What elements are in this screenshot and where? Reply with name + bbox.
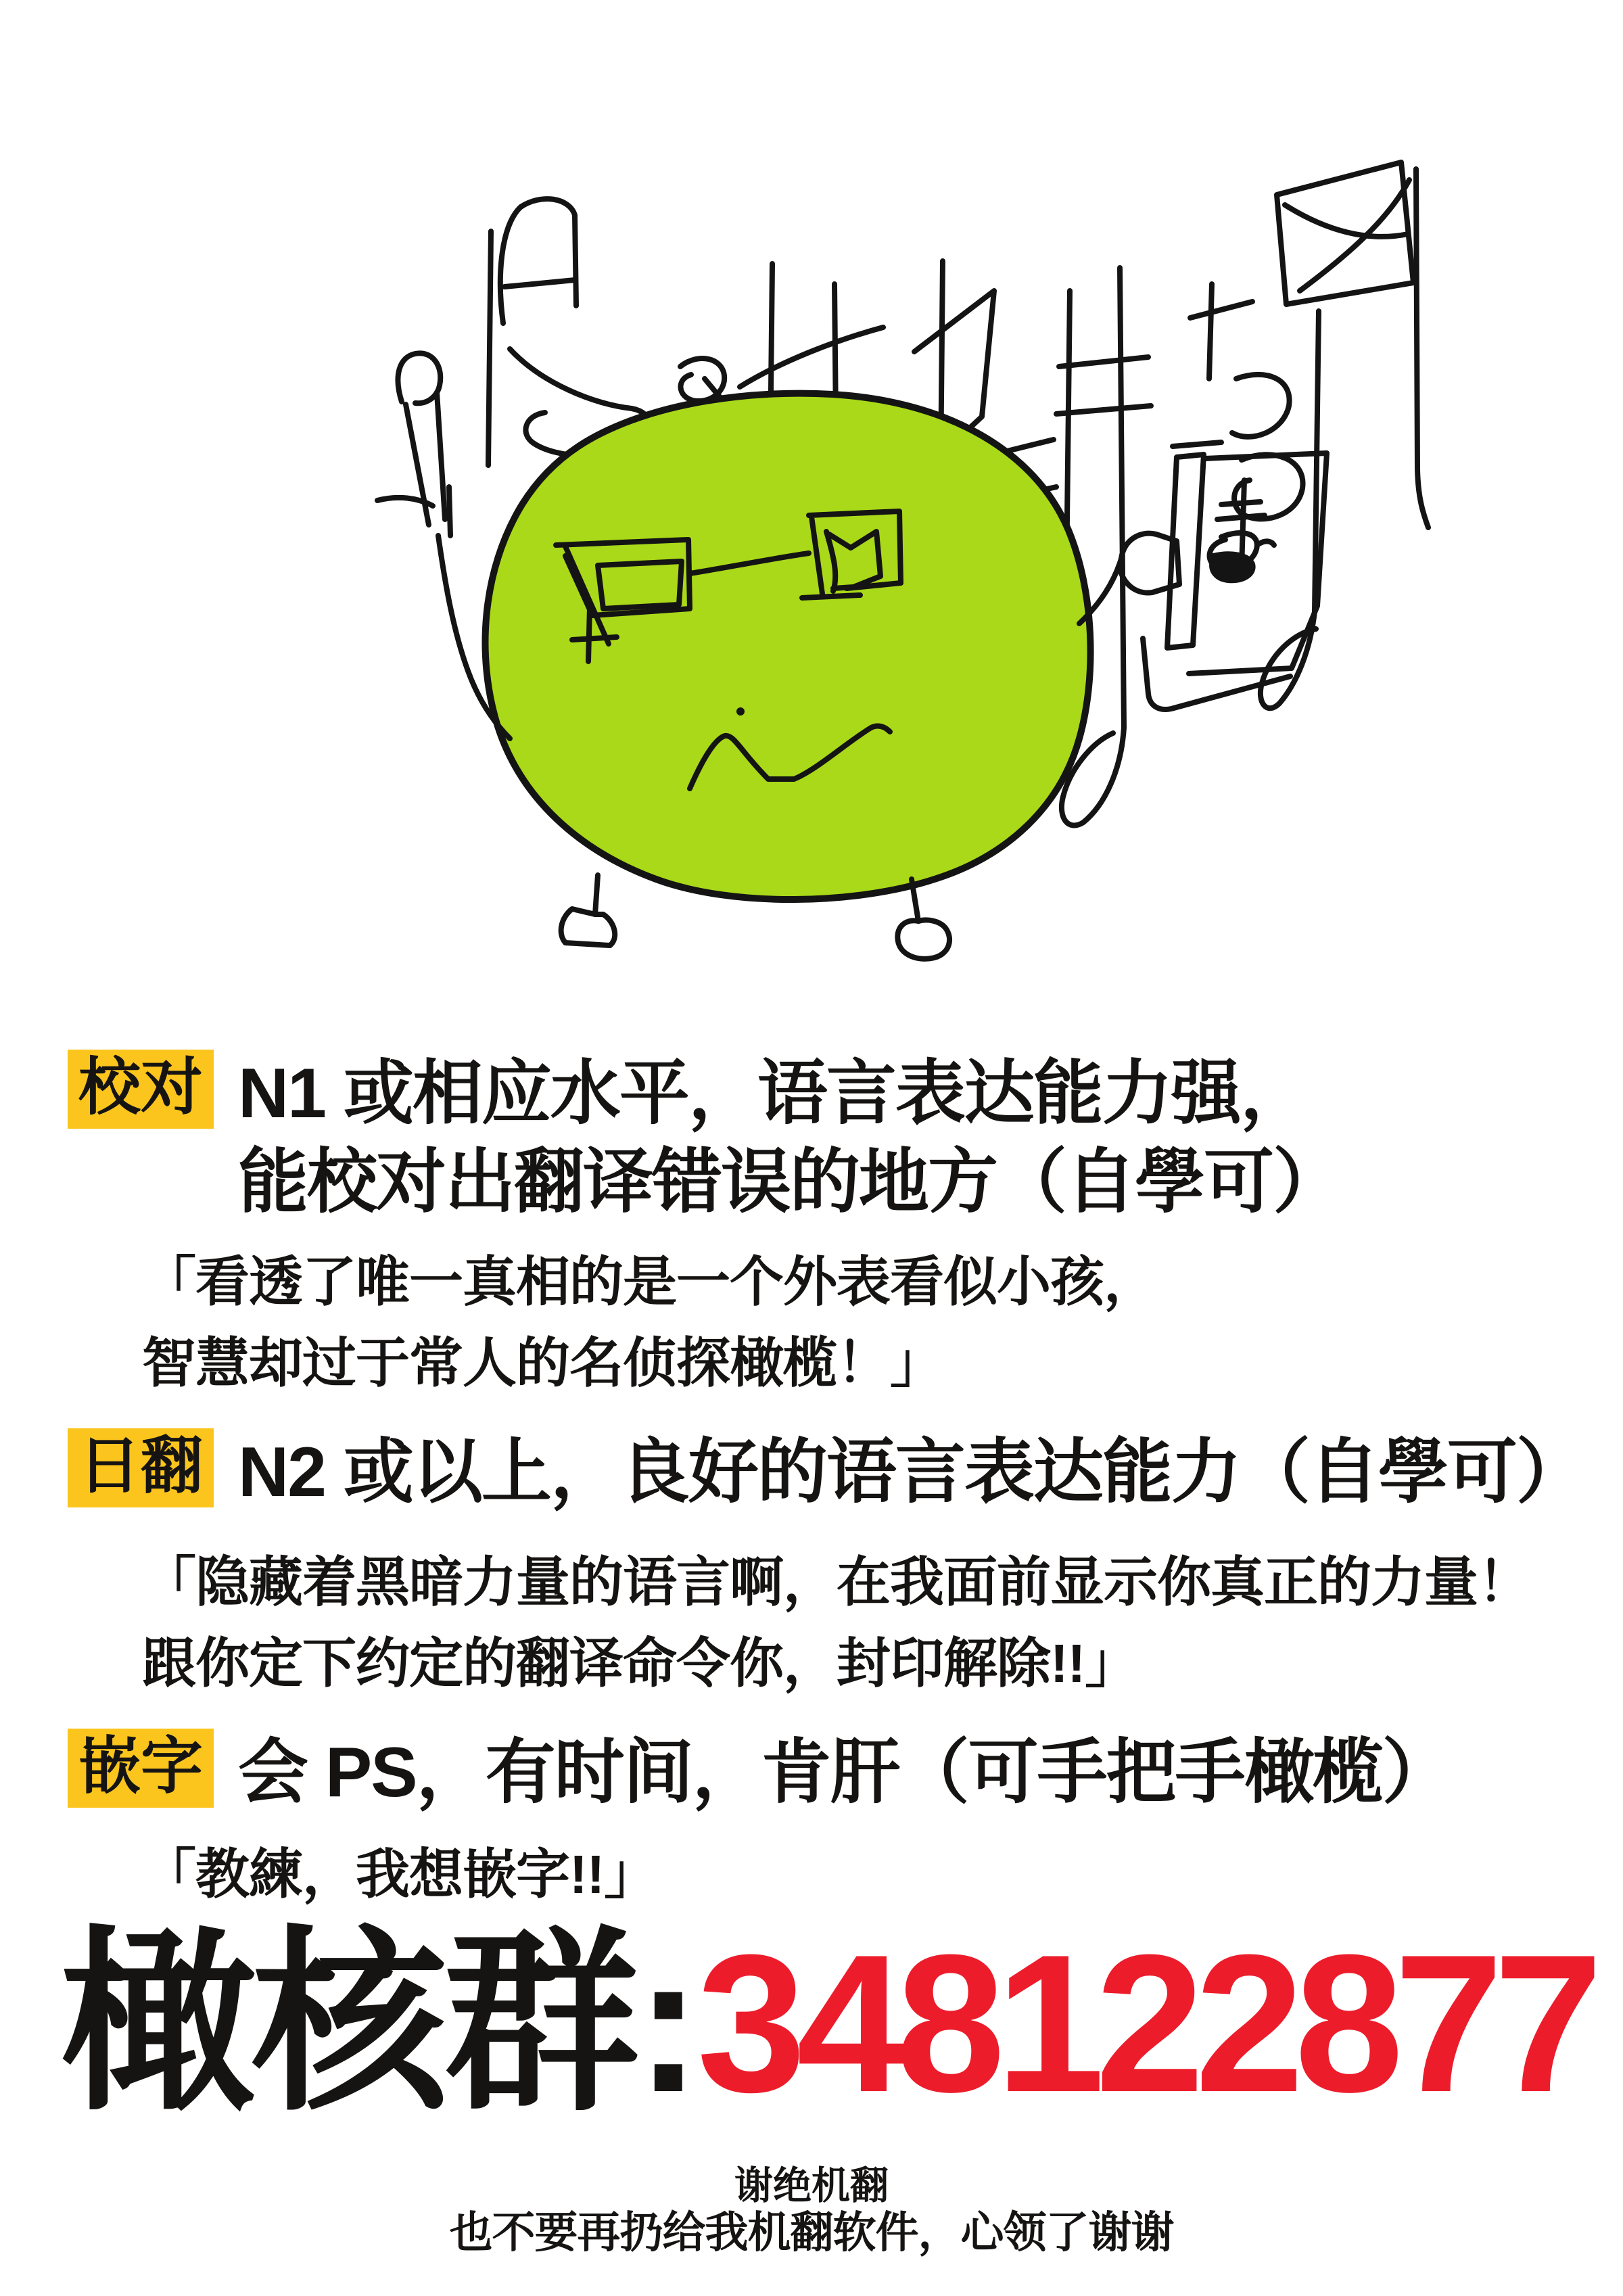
footer-note-line2: 也不要再扔给我机翻软件，心领了谢谢 [449, 2208, 1174, 2257]
requirement-line: N1 或相应水平，语言表达能力强， [238, 1054, 1309, 1133]
quote-line: 「看透了唯一真相的是一个外表看似小孩， [142, 1252, 1157, 1312]
typesetter-quote [142, 1834, 657, 1915]
qq-group-label: 橄核群: [60, 1914, 697, 2133]
section-typesetter [68, 1729, 1596, 1817]
translator-quote [142, 1542, 1531, 1704]
mascot-right-arm-and-sign [1079, 442, 1327, 709]
section-proofreader [68, 1050, 1596, 1227]
quote-line: 跟你定下约定的翻译命令你，封印解除!!」 [142, 1633, 1139, 1693]
role-tag-proofreader: 校对 [68, 1050, 214, 1129]
mascot-doodle-drawing [0, 0, 1623, 1028]
role-tag-typesetter: 嵌字 [68, 1729, 214, 1808]
mascot-face-dot [736, 707, 745, 716]
footer-note-line1: 谢绝机翻 [734, 2164, 889, 2207]
quote-line: 「教練，我想嵌字!!」 [142, 1844, 658, 1904]
translator-requirements [238, 1428, 1585, 1517]
quote-line: 「隐藏着黑暗力量的语言啊，在我面前显示你真正的力量！ [142, 1552, 1531, 1612]
requirement-line: 会 PS，有时间，肯肝（可手把手橄榄） [238, 1733, 1451, 1812]
quote-line: 智慧却过于常人的名侦探橄榄！」 [142, 1333, 943, 1393]
typesetter-requirements [238, 1729, 1451, 1817]
proofreader-requirements [238, 1050, 1342, 1227]
requirement-line: N2 或以上，良好的语言表达能力（自學可） [238, 1433, 1585, 1512]
qq-group-number: 348122877 [697, 1914, 1594, 2133]
section-translator [68, 1428, 1596, 1517]
proofreader-quote [142, 1242, 1157, 1404]
qq-group-line [60, 1914, 1594, 2133]
requirement-line: 能校对出翻译错误的地方（自學可） [238, 1143, 1342, 1222]
role-tag-translator: 日翻 [68, 1428, 214, 1507]
mascot-body [486, 394, 1091, 899]
